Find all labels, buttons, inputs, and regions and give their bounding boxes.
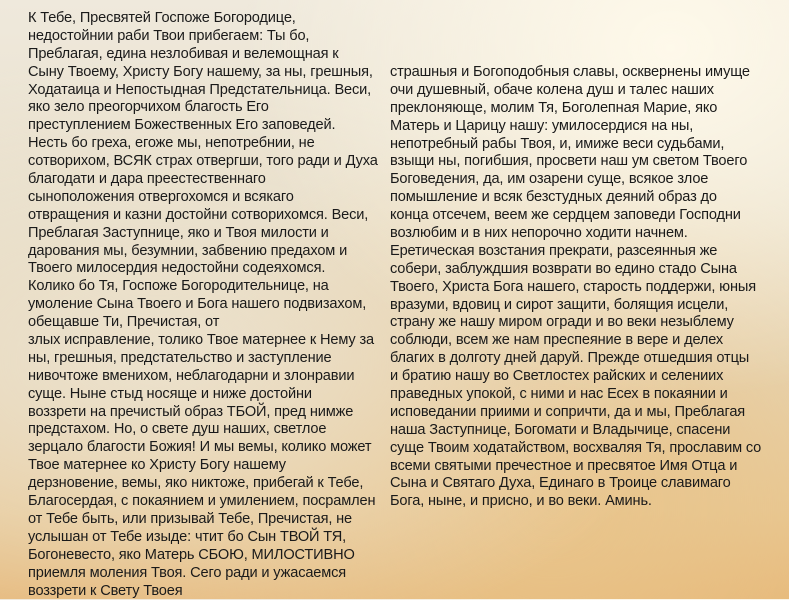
text-line: страшныя и Богоподобныя славы, осквернены имуще [390, 64, 780, 82]
text-line: и братию нашу во Светлостех райских и селениих [390, 368, 780, 386]
text-line: собери, заблуждшия возврати во едино стадо Сына [390, 261, 780, 279]
text-line: сыноположения отвергохомся и всякаго [28, 189, 388, 207]
text-line: нивочтоже вменихом, неблагодарни и злонравии [28, 368, 388, 386]
text-line: К Тебе, Пресвятей Госпоже Богородице, [28, 10, 388, 28]
text-line: страну же нашу миром огради и во веки незыблему [390, 314, 780, 332]
text-line: Сыну Твоему, Христу Богу нашему, за ны, грешныя, [28, 64, 388, 82]
text-line: обещавше Ти, Пречистая, от [28, 314, 388, 332]
text-line: воззрети на пречистый образ ТБОЙ, пред нимже [28, 404, 388, 422]
text-line: Преблагая, едина незлобивая и велемощная к [28, 46, 388, 64]
text-line: очи душевный, обаче колена душ и талес наших [390, 82, 780, 100]
text-line: возлюбим и в них непорочно ходити начнем. [390, 225, 780, 243]
text-line: зерцало благости Божия! И мы вемы, колико может [28, 439, 388, 457]
text-line: Сына и Святаго Духа, Единаго в Троице славимаго [390, 475, 780, 493]
text-line: Богоневесто, яко Матерь СБОЮ, МИЛОСТИВНО [28, 547, 388, 565]
text-line: дарования мы, безумнии, забвению предахом и [28, 243, 388, 261]
text-line: благодати и дара преестественнаго [28, 171, 388, 189]
text-line: Твое матернее ко Христу Богу нашему [28, 457, 388, 475]
text-line: дерзновение, вемы, яко никтоже, прибегай к Тебе, [28, 475, 388, 493]
text-line: Матерь и Царицу нашу: умилосердися на ны, [390, 118, 780, 136]
text-line: недостойнии раби Твои прибегаем: Ты бо, [28, 28, 388, 46]
prayer-text-left-column [28, 10, 388, 600]
text-line: преступлением Божественных Его заповедей. [28, 117, 388, 135]
text-line: благих в долготу дней даруй. Прежде отшедшия отцы [390, 350, 780, 368]
text-line: Ходатаица и Непостыдная Предстательница. Веси, [28, 82, 388, 100]
text-line: злых исправление, толико Твое матернее к Нему за [28, 332, 388, 350]
text-line: исповедании приими и сопричти, да и мы, Преблагая [390, 404, 780, 422]
text-line: отвращения и казни достойни сотворихомся. Веси, [28, 207, 388, 225]
text-line: конца отсечем, веем же сердцем заповеди Господни [390, 207, 780, 225]
text-line: всеми святыми пречестное и пресвятое Имя Отца и [390, 458, 780, 476]
text-line: предстахом. Но, о свете душ наших, светлое [28, 421, 388, 439]
text-line: вразуми, вдовиц и сирот защити, болящия исцели, [390, 297, 780, 315]
text-line: сотворихом, ВСЯК страх отвергши, того ради и Духа [28, 153, 388, 171]
text-line: праведных упокой, с ними и нас Есех в покаянии и [390, 386, 780, 404]
text-line: наша Заступнице, Богомати и Владычице, спасени [390, 422, 780, 440]
text-line: Твоего, Христа Бога нашего, старость поддержи, юныя [390, 279, 780, 297]
text-line: Твоего милосердия недостойни содеяхомся. [28, 260, 388, 278]
text-line: яко зело преогорчихом благость Его [28, 99, 388, 117]
text-line: суще. Ныне стыд носяще и ниже достойни [28, 386, 388, 404]
text-line: приемля моления Твоя. Сего ради и ужасаемся [28, 565, 388, 583]
text-line: воззрети к Свету Твоея [28, 583, 388, 600]
text-line: помышление и всяк безстудных деяний образ до [390, 189, 780, 207]
text-line: преклоняюще, молим Тя, Боголепная Марие, яко [390, 100, 780, 118]
text-line: Еретическая возстания прекрати, разсеянныя же [390, 243, 780, 261]
prayer-text-right-column [390, 64, 780, 511]
text-line: Преблагая Заступнице, яко и Твоя милости и [28, 225, 388, 243]
text-line: услышан от Тебе изыде: чтит бо Сын ТВОЙ ТЯ, [28, 529, 388, 547]
text-line: Колико бо Тя, Госпоже Богородительнице, на [28, 278, 388, 296]
text-line: непотребный рабы Твоя, и, имиже веси судьбами, [390, 136, 780, 154]
text-line: Бога, ныне, и присно, и во веки. Аминь. [390, 493, 780, 511]
text-line: от Тебе быть, или призывай Тебе, Пречистая, не [28, 511, 388, 529]
text-line: Благосердая, с покаянием и умилением, посрамлен [28, 493, 388, 511]
text-line: суще Твоим ходатайством, восхваляя Тя, прославим со [390, 440, 780, 458]
text-line: Боговедения, да, им озарени суще, всякое злое [390, 171, 780, 189]
text-line: умоление Сына Твоего и Бога нашего подвизахом, [28, 296, 388, 314]
text-line: Несть бо греха, егоже мы, непотребнии, не [28, 135, 388, 153]
text-line: ны, грешныя, предстательство и заступление [28, 350, 388, 368]
text-line: соблюди, всем же нам преспеяние в вере и делех [390, 332, 780, 350]
text-line: взыщи ны, погибшия, просвети наш ум светом Твоего [390, 153, 780, 171]
